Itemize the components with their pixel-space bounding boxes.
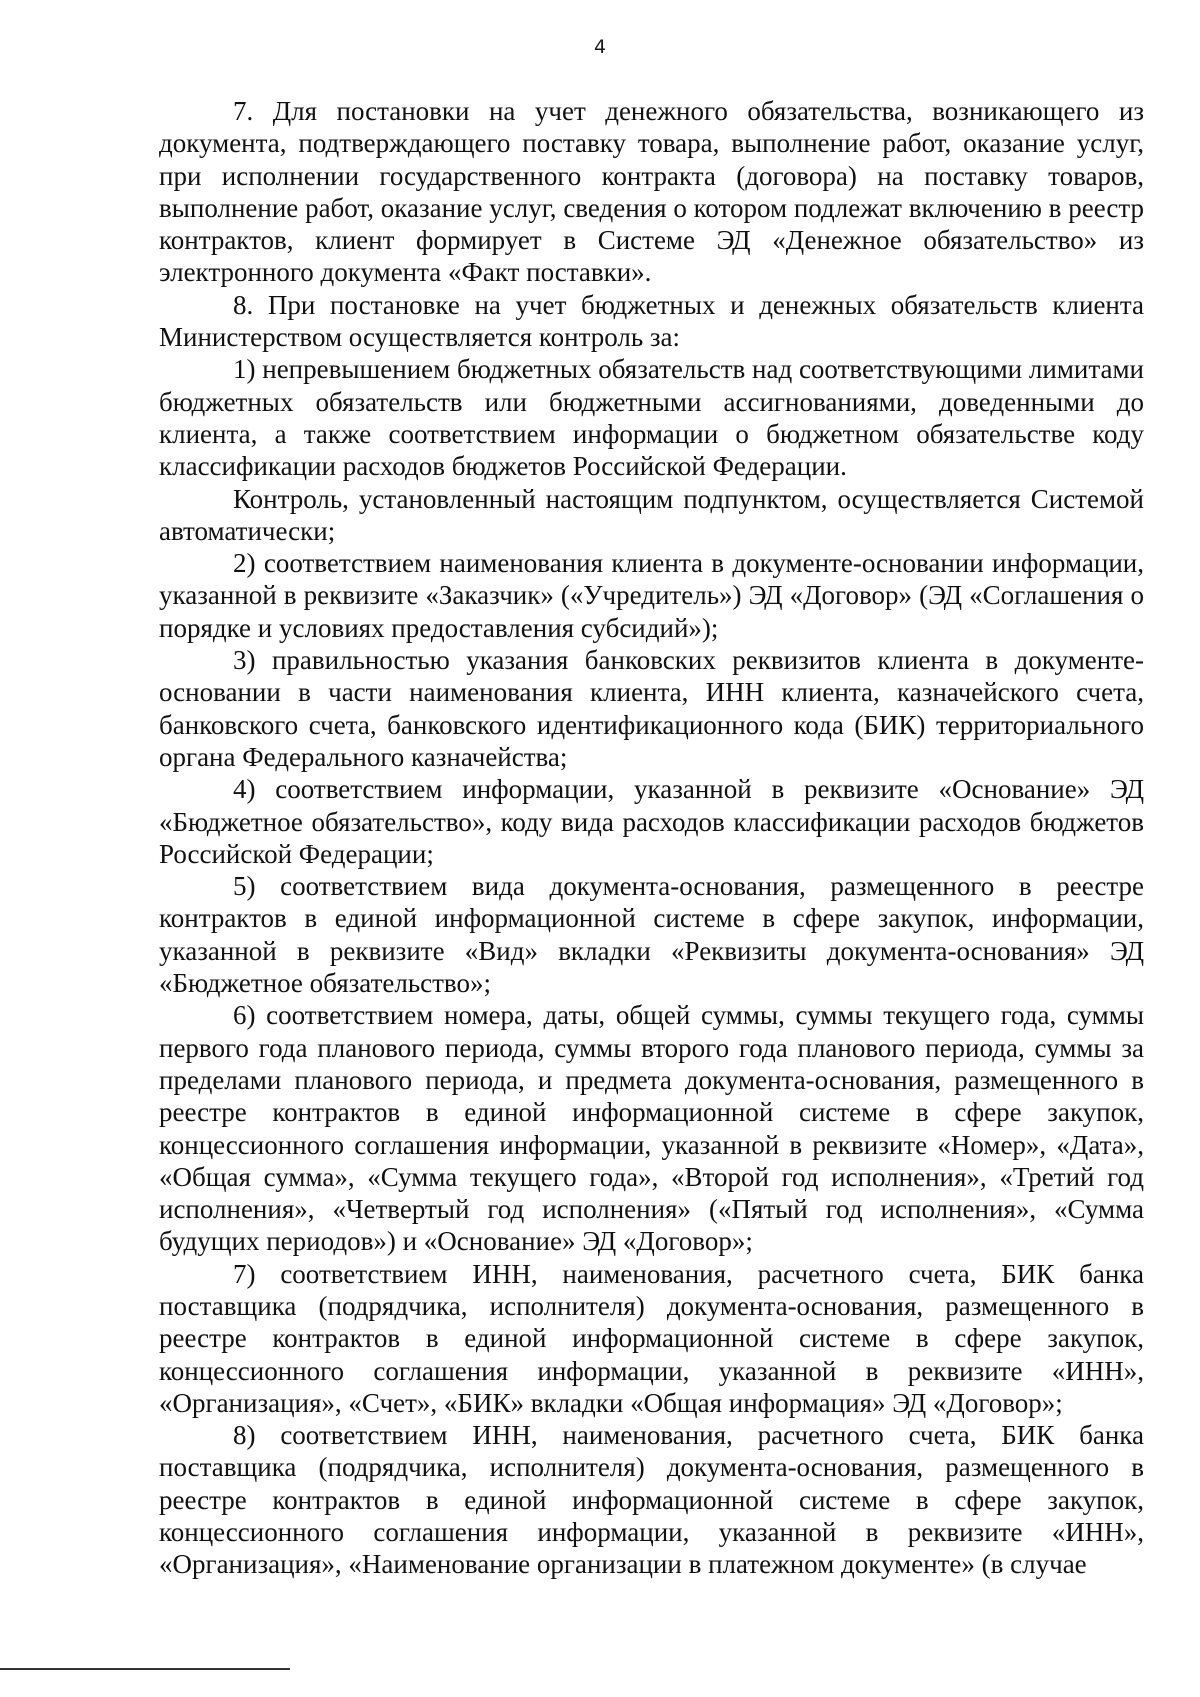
subpoint-3: 3) правильностью указания банковских реквизитов клиента в документе-основании в части наименования клиента, ИНН клиента, казначейского счета, банковского счета, банковского идентификационного кода (БИК) территориального органа Федерального казначейства; [159, 645, 1144, 772]
subpoint-2: 2) соответствием наименования клиента в документе-основании информации, указанной в реквизите «Заказчик» («Учредитель») ЭД «Договор» (ЭД «Соглашения о порядке и условиях предоставления субсидий»); [159, 548, 1144, 643]
subpoint-6: 6) соответствием номера, даты, общей суммы, суммы текущего года, суммы первого года планового периода, суммы второго года планового периода, суммы за пределами планового периода, и предмета документа-основания, размещенного в реестре контрактов в единой информационной системе в сфере закупок, концессионного соглашения информации, указанной в реквизите «Номер», «Дата», «Общая сумма», «Сумма текущего года», «Второй год исполнения», «Третий год исполнения», «Четвертый год исполнения» («Пятый год исполнения», «Сумма будущих периодов») и «Основание» ЭД «Договор»; [159, 1000, 1144, 1257]
paragraph-8-control-intro: 8. При постановке на учет бюджетных и денежных обязательств клиента Министерством осуществляется контроль за: [159, 289, 1144, 353]
subpoint-7: 7) соответствием ИНН, наименования, расчетного счета, БИК банка поставщика (подрядчика, исполнителя) документа-основания, размещенного в реестре контрактов в единой информационной системе в сфере закупок, концессионного соглашения информации, указанной в реквизите «ИНН», «Организация», «Счет», «БИК» вкладки «Общая информация» ЭД «Договор»; [159, 1258, 1144, 1418]
page-number: 4 [593, 36, 607, 58]
subpoint-1: 1) непревышением бюджетных обязательств над соответствующими лимитами бюджетных обязательств или бюджетными ассигнованиями, доведенными до клиента, а также соответствием информации о бюджетном обязательстве коду классификации расходов бюджетов Российской Федерации. [159, 354, 1144, 482]
subpoint-8: 8) соответствием ИНН, наименования, расчетного счета, БИК банка поставщика (подрядчика, исполнителя) документа-основания, размещенного в реестре контрактов в единой информационной системе в сфере закупок, концессионного соглашения информации, указанной в реквизите «ИНН», «Организация», «Наименование организации в платежном документе» (в случае [159, 1420, 1144, 1580]
subpoint-5: 5) соответствием вида документа-основания, размещенного в реестре контрактов в единой информационной системе в сфере закупок, информации, указанной в реквизите «Вид» вкладки «Реквизиты документа-основания» ЭД «Бюджетное обязательство»; [159, 871, 1144, 999]
footnote-separator [0, 1668, 290, 1670]
paragraph-7-monetary-obligation: 7. Для постановки на учет денежного обязательства, возникающего из документа, подтверждающего поставку товара, выполнение работ, оказание услуг, при исполнении государственного контракта (договора) на поставку товаров, выполнение работ, оказание услуг, сведения о котором подлежат включению в реестр контрактов, клиент формирует в Системе ЭД «Денежное обязательство» из электронного документа «Факт поставки». [159, 96, 1144, 288]
subpoint-1-control-note: Контроль, установленный настоящим подпунктом, осуществляется Системой автоматически; [159, 483, 1144, 546]
document-body [159, 95, 1144, 1581]
subpoint-4: 4) соответствием информации, указанной в реквизите «Основание» ЭД «Бюджетное обязательство», коду вида расходов классификации расходов бюджетов Российской Федерации; [159, 774, 1144, 869]
